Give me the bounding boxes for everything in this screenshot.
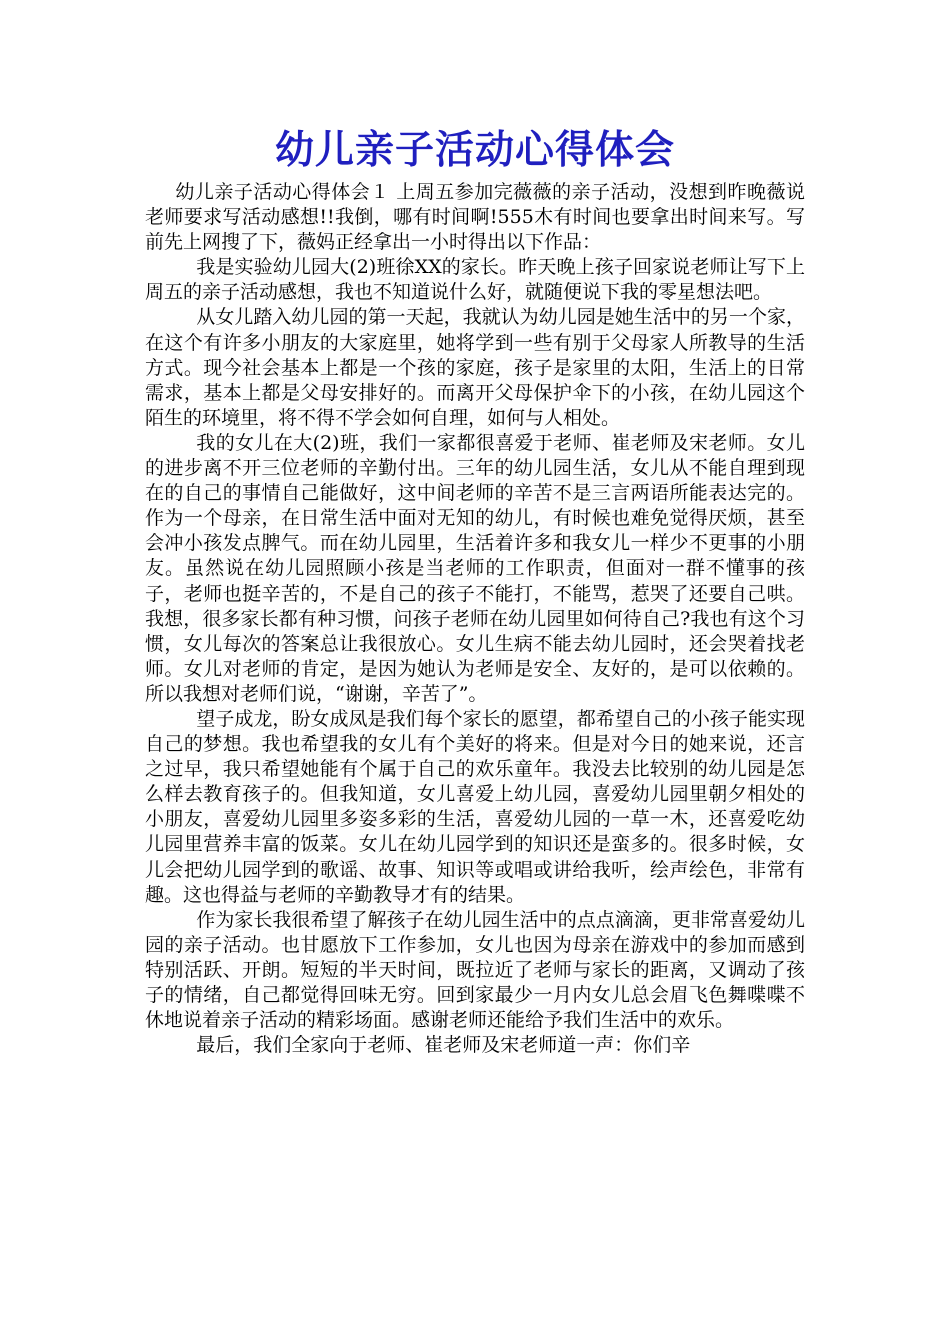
document-title: 幼儿亲子活动心得体会: [274, 128, 675, 173]
paragraph-parent-intro: 我是实验幼儿园大(2)班徐XX的家长。昨天晚上孩子回家说老师让写下上周五的亲子活动感想，我也不知道说什么好，就随便说下我的零星想法吧。: [145, 256, 805, 304]
paragraph-hopes: 望子成龙，盼女成凤是我们每个家长的愿望，都希望自己的小孩子能实现自己的梦想。我也希望我的女儿有个美好的将来。但是对今日的她来说，还言之过早，我只希望她能有个属于自己的欢乐童年。我没去比较别的幼儿园是怎么样去教育孩子的。但我知道，女儿喜爱上幼儿园，喜爱幼儿园里朝夕相处的小朋友，喜爱幼儿园里多姿多彩的生活，喜爱幼儿园的一草一木，还喜爱吃幼儿园里营养丰富的饭菜。女儿在幼儿园学到的知识还是蛮多的。很多时候，女儿会把幼儿园学到的歌谣、故事、知识等或唱或讲给我听，绘声绘色，非常有趣。这也得益与老师的辛勤教导才有的结果。: [145, 707, 805, 906]
paragraph-thanks-teachers: 我的女儿在大(2)班，我们一家都很喜爱于老师、崔老师及宋老师。女儿的进步离不开三位老师的辛勤付出。三年的幼儿园生活，女儿从不能自理到现在的自己的事情自己能做好，这中间老师的辛苦不是三言两语所能表达完的。作为一个母亲，在日常生活中面对无知的幼儿，有时候也难免觉得厌烦，甚至会冲小孩发点脾气。而在幼儿园里，生活着许多和我女儿一样少不更事的小朋友。虽然说在幼儿园照顾小孩是当老师的工作职责，但面对一群不懂事的孩子，老师也挺辛苦的，不是自己的孩子不能打，不能骂，惹哭了还要自己哄。我想，很多家长都有种习惯，问孩子老师在幼儿园里如何待自己?我也有这个习惯，女儿每次的答案总让我很放心。女儿生病不能去幼儿园时，还会哭着找老师。女儿对老师的肯定，是因为她认为老师是安全、友好的，是可以依赖的。所以我想对老师们说，“谢谢，辛苦了”。: [145, 431, 805, 705]
paragraph-kindergarten-home: 从女儿踏入幼儿园的第一天起，我就认为幼儿园是她生活中的另一个家，在这个有许多小朋友的大家庭里，她将学到一些有别于父母家人所教导的生活方式。现今社会基本上都是一个孩的家庭，孩子是家里的太阳，生活上的日常需求，基本上都是父母安排好的。而离开父母保护伞下的小孩，在幼儿园这个陌生的环境里，将不得不学会如何自理，如何与人相处。: [145, 306, 805, 429]
paragraph-closing: 最后，我们全家向于老师、崔老师及宋老师道一声：你们辛: [196, 1034, 691, 1057]
paragraph-parent-child-activity: 作为家长我很希望了解孩子在幼儿园生活中的点点滴滴，更非常喜爱幼儿园的亲子活动。也甘愿放下工作参加，女儿也因为母亲在游戏中的参加而感到特别活跃、开朗。短短的半天时间，既拉近了老师与家长的距离，又调动了孩子的情绪，自己都觉得回味无穷。回到家最少一月内女儿总会眉飞色舞喋喋不休地说着亲子活动的精彩场面。感谢老师还能给予我们生活中的欢乐。: [145, 908, 805, 1032]
document-page: [145, 124, 805, 1058]
paragraph-intro: 幼儿亲子活动心得体会１ 上周五参加完薇薇的亲子活动，没想到昨晚薇说老师要求写活动感想!!我倒，哪有时间啊!555木有时间也要拿出时间来写。写前先上网搜了下，薇妈正经拿出一小时得出以下作品：: [145, 181, 805, 254]
